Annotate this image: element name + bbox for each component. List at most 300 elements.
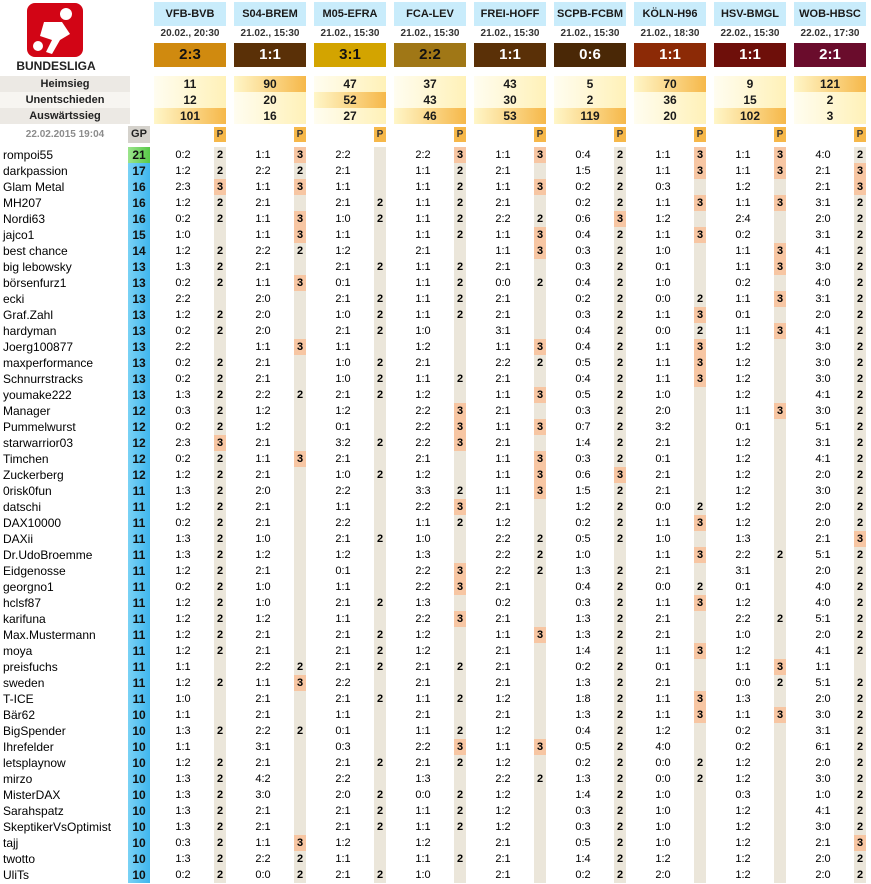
points-cell — [774, 339, 786, 355]
player-name[interactable]: Graf.Zahl — [0, 307, 128, 323]
tip-cell: 0:5 — [575, 741, 591, 753]
points-cell: 2 — [534, 355, 546, 371]
points-cell — [374, 419, 386, 435]
tip-cell: 0:1 — [335, 277, 351, 289]
points-cell — [454, 675, 466, 691]
points-cell: 2 — [214, 611, 226, 627]
points-cell: 2 — [614, 659, 626, 675]
tip-cell: 4:0 — [815, 597, 831, 609]
match-teams[interactable]: S04-BREM — [234, 2, 306, 26]
points-cell: 2 — [294, 243, 306, 259]
tip-cell: 2:1 — [255, 821, 271, 833]
points-cell: 3 — [614, 467, 626, 483]
points-header[interactable]: P — [294, 127, 306, 142]
table-row — [0, 291, 871, 307]
tip-cell: 1:3 — [175, 853, 191, 865]
table-row — [0, 659, 871, 675]
tip-cell: 2:1 — [335, 165, 351, 177]
points-cell: 2 — [854, 195, 866, 211]
points-cell: 2 — [214, 531, 226, 547]
tip-cell: 1:2 — [175, 245, 191, 257]
points-cell — [214, 739, 226, 755]
tip-cell: 1:2 — [175, 501, 191, 513]
table-row — [0, 451, 871, 467]
points-cell: 2 — [214, 499, 226, 515]
player-points-total: 10 — [128, 739, 150, 755]
points-cell — [694, 835, 706, 851]
player-name[interactable]: Timchen — [0, 451, 128, 467]
tip-cell: 2:1 — [255, 709, 271, 721]
player-name[interactable]: moya — [0, 643, 128, 659]
points-cell: 2 — [854, 467, 866, 483]
player-name[interactable]: T-ICE — [0, 691, 128, 707]
table-row — [0, 547, 871, 563]
player-name[interactable]: big lebowsky — [0, 259, 128, 275]
player-name[interactable]: Manager — [0, 403, 128, 419]
gp-header[interactable]: GP — [128, 126, 150, 143]
points-cell: 2 — [374, 643, 386, 659]
player-points-total: 10 — [128, 771, 150, 787]
points-cell — [694, 483, 706, 499]
player-name[interactable]: youmake222 — [0, 387, 128, 403]
player-name[interactable]: BigSpender — [0, 723, 128, 739]
player-name[interactable]: DAX10000 — [0, 515, 128, 531]
tip-cell: 1:1 — [495, 421, 511, 433]
points-cell: 3 — [294, 675, 306, 691]
tip-cell: 1:1 — [335, 581, 351, 593]
match-result: 2:1 — [794, 43, 866, 67]
points-cell — [774, 419, 786, 435]
player-points-total: 11 — [128, 547, 150, 563]
player-points-total: 10 — [128, 803, 150, 819]
tip-cell: 2:0 — [655, 869, 671, 881]
tip-cell: 1:0 — [335, 213, 351, 225]
tip-cell: 2:0 — [335, 789, 351, 801]
points-cell — [694, 419, 706, 435]
tip-cell: 2:1 — [655, 613, 671, 625]
points-header[interactable]: P — [694, 127, 706, 142]
tip-cell: 1:0 — [255, 581, 271, 593]
tip-cell: 2:1 — [495, 261, 511, 273]
tip-cell: 2:1 — [255, 197, 271, 209]
tip-cell: 4:1 — [815, 805, 831, 817]
match-teams[interactable]: FREI-HOFF — [474, 2, 546, 26]
match-teams[interactable]: FCA-LEV — [394, 2, 466, 26]
points-cell — [534, 259, 546, 275]
points-cell: 2 — [374, 211, 386, 227]
points-cell — [374, 611, 386, 627]
tip-cell: 1:3 — [175, 389, 191, 401]
tip-cell: 1:1 — [415, 805, 431, 817]
points-cell — [774, 691, 786, 707]
match-teams[interactable]: KÖLN-H96 — [634, 2, 706, 26]
table-row — [0, 323, 871, 339]
points-cell: 2 — [854, 675, 866, 691]
tip-cell: 2:1 — [815, 837, 831, 849]
match-teams[interactable]: WOB-HBSC — [794, 2, 866, 26]
stat-home: 5 — [554, 76, 626, 92]
player-points-total: 13 — [128, 291, 150, 307]
player-name[interactable]: best chance — [0, 243, 128, 259]
player-name[interactable]: Eidgenosse — [0, 563, 128, 579]
tip-cell: 2:2 — [255, 245, 271, 257]
points-cell: 2 — [854, 515, 866, 531]
tip-cell: 2:2 — [335, 485, 351, 497]
points-header[interactable]: P — [454, 127, 466, 142]
tip-cell: 0:3 — [575, 405, 591, 417]
tip-cell: 0:5 — [575, 389, 591, 401]
tip-cell: 2:1 — [815, 165, 831, 177]
tip-cell: 2:1 — [255, 261, 271, 273]
points-cell: 3 — [774, 707, 786, 723]
player-points-total: 10 — [128, 851, 150, 867]
tip-cell: 1:2 — [735, 501, 751, 513]
tip-cell: 1:2 — [735, 453, 751, 465]
points-cell: 2 — [454, 819, 466, 835]
player-name[interactable]: 0risk0fun — [0, 483, 128, 499]
tip-cell: 2:2 — [495, 357, 511, 369]
tip-cell: 0:2 — [175, 581, 191, 593]
tip-cell: 0:0 — [415, 789, 431, 801]
table-row — [0, 611, 871, 627]
points-cell — [774, 483, 786, 499]
player-name[interactable]: Max.Mustermann — [0, 627, 128, 643]
stat-away: 101 — [154, 108, 226, 124]
tip-cell: 2:1 — [335, 757, 351, 769]
points-cell: 2 — [214, 851, 226, 867]
points-cell — [774, 851, 786, 867]
stat-away: 20 — [634, 108, 706, 124]
points-cell: 2 — [854, 435, 866, 451]
points-cell — [294, 259, 306, 275]
points-cell — [374, 547, 386, 563]
points-cell: 3 — [534, 243, 546, 259]
player-name[interactable]: georgno1 — [0, 579, 128, 595]
tip-cell: 1:0 — [815, 789, 831, 801]
points-cell: 3 — [214, 179, 226, 195]
match-teams[interactable]: HSV-BMGL — [714, 2, 786, 26]
player-name[interactable]: Zuckerberg — [0, 467, 128, 483]
points-cell: 3 — [774, 291, 786, 307]
points-cell: 2 — [294, 659, 306, 675]
player-name[interactable]: darkpassion — [0, 163, 128, 179]
tip-cell: 1:1 — [655, 197, 671, 209]
player-points-total: 13 — [128, 307, 150, 323]
points-cell: 2 — [214, 307, 226, 323]
points-cell — [374, 771, 386, 787]
player-name[interactable]: DAXii — [0, 531, 128, 547]
points-cell — [694, 563, 706, 579]
points-header[interactable]: P — [534, 127, 546, 142]
player-name[interactable]: jajco1 — [0, 227, 128, 243]
points-cell — [454, 355, 466, 371]
player-name[interactable]: Schnurrstracks — [0, 371, 128, 387]
tip-cell: 2:2 — [495, 549, 511, 561]
player-points-total: 12 — [128, 419, 150, 435]
tip-cell: 2:2 — [495, 565, 511, 577]
tip-cell: 1:1 — [495, 181, 511, 193]
points-cell: 2 — [214, 867, 226, 883]
points-cell — [774, 755, 786, 771]
points-cell: 3 — [294, 339, 306, 355]
tip-cell: 0:3 — [335, 741, 351, 753]
tip-cell: 1:0 — [655, 277, 671, 289]
tip-cell: 1:1 — [335, 501, 351, 513]
points-cell: 2 — [694, 499, 706, 515]
tip-cell: 3:2 — [655, 421, 671, 433]
tip-cell: 2:1 — [495, 677, 511, 689]
tip-cell: 1:1 — [415, 213, 431, 225]
tip-cell: 1:1 — [415, 181, 431, 193]
table-row — [0, 851, 871, 867]
points-cell: 2 — [614, 723, 626, 739]
tip-cell: 3:0 — [815, 357, 831, 369]
player-name[interactable]: starwarrior03 — [0, 435, 128, 451]
tip-cell: 1:0 — [175, 229, 191, 241]
tip-cell: 0:2 — [575, 869, 591, 881]
points-cell: 2 — [374, 435, 386, 451]
points-cell: 3 — [534, 467, 546, 483]
tip-cell: 0:1 — [655, 661, 671, 673]
player-name[interactable]: Joerg100877 — [0, 339, 128, 355]
league-logo-text: BUNDESLIGA — [16, 59, 96, 73]
tip-cell: 1:1 — [735, 197, 751, 209]
points-cell: 3 — [454, 147, 466, 163]
points-cell — [534, 803, 546, 819]
table-row — [0, 499, 871, 515]
player-name[interactable]: rompoi55 — [0, 147, 128, 163]
points-cell — [294, 195, 306, 211]
player-name[interactable]: MisterDAX — [0, 787, 128, 803]
player-name[interactable]: karifuna — [0, 611, 128, 627]
points-cell: 2 — [694, 323, 706, 339]
points-cell: 2 — [614, 643, 626, 659]
tip-cell: 0:1 — [735, 309, 751, 321]
tip-cell: 2:0 — [815, 693, 831, 705]
tip-cell: 1:5 — [575, 165, 591, 177]
player-name[interactable]: ecki — [0, 291, 128, 307]
tip-cell: 1:1 — [335, 613, 351, 625]
points-cell — [214, 707, 226, 723]
player-name[interactable]: Sarahspatz — [0, 803, 128, 819]
points-cell — [374, 179, 386, 195]
tip-cell: 2:0 — [815, 869, 831, 881]
table-row — [0, 739, 871, 755]
tip-cell: 1:1 — [655, 165, 671, 177]
player-name[interactable]: letsplaynow — [0, 755, 128, 771]
points-cell: 3 — [454, 611, 466, 627]
points-cell — [774, 307, 786, 323]
player-name[interactable]: preisfuchs — [0, 659, 128, 675]
points-cell: 2 — [454, 211, 466, 227]
points-cell: 2 — [454, 195, 466, 211]
points-cell: 2 — [214, 163, 226, 179]
player-name[interactable]: Pummelwurst — [0, 419, 128, 435]
tip-cell: 0:3 — [175, 405, 191, 417]
points-cell — [534, 659, 546, 675]
points-cell — [454, 243, 466, 259]
player-name[interactable]: Bär62 — [0, 707, 128, 723]
points-header[interactable]: P — [374, 127, 386, 142]
tip-cell: 2:1 — [335, 293, 351, 305]
player-name[interactable]: Glam Metal — [0, 179, 128, 195]
tip-cell: 1:1 — [415, 821, 431, 833]
points-cell — [454, 627, 466, 643]
points-cell — [294, 435, 306, 451]
tip-cell: 2:2 — [415, 421, 431, 433]
points-cell: 2 — [614, 195, 626, 211]
points-cell — [774, 739, 786, 755]
tip-cell: 2:1 — [415, 709, 431, 721]
points-cell: 3 — [294, 227, 306, 243]
tip-cell: 2:1 — [335, 693, 351, 705]
tip-cell: 0:2 — [735, 741, 751, 753]
tip-cell: 3:1 — [735, 565, 751, 577]
points-cell — [534, 163, 546, 179]
tip-cell: 0:4 — [575, 325, 591, 337]
stat-label-away: Auswärtssieg — [0, 108, 130, 124]
points-cell: 2 — [854, 803, 866, 819]
table-row — [0, 771, 871, 787]
points-cell — [774, 627, 786, 643]
points-cell — [774, 803, 786, 819]
tip-cell: 1:1 — [815, 661, 831, 673]
tip-cell: 0:2 — [575, 181, 591, 193]
player-name[interactable]: maxperformance — [0, 355, 128, 371]
match-result: 2:3 — [154, 43, 226, 67]
points-cell: 2 — [454, 291, 466, 307]
points-cell — [374, 227, 386, 243]
tip-cell: 0:2 — [735, 229, 751, 241]
player-name[interactable]: Ihrefelder — [0, 739, 128, 755]
points-cell: 2 — [614, 531, 626, 547]
tip-cell: 2:1 — [335, 645, 351, 657]
match-teams[interactable]: M05-EFRA — [314, 2, 386, 26]
player-name[interactable]: twotto — [0, 851, 128, 867]
tip-cell: 2:1 — [255, 805, 271, 817]
player-points-total: 13 — [128, 355, 150, 371]
tip-cell: 2:1 — [655, 629, 671, 641]
points-cell — [614, 547, 626, 563]
tip-cell: 2:2 — [255, 725, 271, 737]
tip-cell: 1:2 — [415, 645, 431, 657]
points-cell — [694, 851, 706, 867]
player-points-total: 11 — [128, 675, 150, 691]
tip-cell: 1:2 — [735, 181, 751, 193]
tip-cell: 1:1 — [415, 853, 431, 865]
points-cell — [294, 627, 306, 643]
tip-cell: 1:2 — [175, 165, 191, 177]
points-cell: 2 — [614, 227, 626, 243]
points-cell: 2 — [614, 835, 626, 851]
player-points-total: 12 — [128, 467, 150, 483]
player-name[interactable]: Nordi63 — [0, 211, 128, 227]
player-name[interactable]: mirzo — [0, 771, 128, 787]
match-teams[interactable]: VFB-BVB — [154, 2, 226, 26]
points-header[interactable]: P — [614, 127, 626, 142]
table-row — [0, 723, 871, 739]
tip-cell: 1:3 — [575, 773, 591, 785]
tip-cell: 1:2 — [655, 213, 671, 225]
stat-home: 9 — [714, 76, 786, 92]
tip-cell: 1:1 — [255, 277, 271, 289]
points-cell: 2 — [854, 611, 866, 627]
points-cell: 2 — [454, 787, 466, 803]
points-cell — [694, 819, 706, 835]
player-name[interactable]: datschi — [0, 499, 128, 515]
points-cell — [374, 675, 386, 691]
points-header[interactable]: P — [774, 127, 786, 142]
player-name[interactable]: UliTs — [0, 867, 128, 883]
points-cell: 2 — [454, 515, 466, 531]
tip-cell: 1:1 — [175, 741, 191, 753]
match-kickoff: 21.02., 15:30 — [560, 28, 620, 39]
points-header[interactable]: P — [854, 127, 866, 142]
tip-cell: 1:3 — [575, 677, 591, 689]
tip-cell: 1:1 — [655, 229, 671, 241]
player-name[interactable]: MH207 — [0, 195, 128, 211]
points-cell: 2 — [614, 803, 626, 819]
tip-cell: 1:0 — [255, 533, 271, 545]
points-cell: 2 — [854, 403, 866, 419]
match-teams[interactable]: SCPB-FCBM — [554, 2, 626, 26]
tip-cell: 3:0 — [815, 709, 831, 721]
tip-cell: 1:0 — [655, 837, 671, 849]
player-name[interactable]: SkeptikerVsOptimist — [0, 819, 128, 835]
tip-cell: 6:1 — [815, 741, 831, 753]
points-cell: 3 — [694, 307, 706, 323]
points-cell: 2 — [854, 243, 866, 259]
tip-cell: 0:3 — [575, 821, 591, 833]
points-cell — [374, 483, 386, 499]
player-name[interactable]: sweden — [0, 675, 128, 691]
points-cell — [374, 163, 386, 179]
player-name[interactable]: tajj — [0, 835, 128, 851]
tip-cell: 1:4 — [575, 789, 591, 801]
tip-cell: 1:1 — [735, 661, 751, 673]
tip-cell: 1:2 — [735, 389, 751, 401]
points-cell — [294, 499, 306, 515]
tip-cell: 0:1 — [655, 453, 671, 465]
points-cell: 2 — [374, 867, 386, 883]
points-header[interactable]: P — [214, 127, 226, 142]
tip-cell: 2:1 — [815, 533, 831, 545]
points-cell — [294, 803, 306, 819]
tip-cell: 2:1 — [335, 661, 351, 673]
tip-cell: 1:3 — [575, 565, 591, 577]
table-row — [0, 259, 871, 275]
tip-cell: 2:1 — [495, 309, 511, 321]
player-name[interactable]: börsenfurz1 — [0, 275, 128, 291]
tip-cell: 1:1 — [655, 597, 671, 609]
points-cell — [294, 355, 306, 371]
points-cell: 2 — [454, 803, 466, 819]
points-cell: 2 — [454, 371, 466, 387]
tip-cell: 1:2 — [175, 597, 191, 609]
player-name[interactable]: hclsf87 — [0, 595, 128, 611]
tip-cell: 2:1 — [335, 325, 351, 337]
points-cell: 2 — [614, 355, 626, 371]
points-cell: 2 — [614, 403, 626, 419]
tip-cell: 1:1 — [495, 453, 511, 465]
points-cell — [294, 403, 306, 419]
player-name[interactable]: Dr.UdoBroemme — [0, 547, 128, 563]
match-kickoff: 21.02., 18:30 — [640, 28, 700, 39]
points-cell — [534, 691, 546, 707]
tip-cell: 0:0 — [655, 773, 671, 785]
tip-cell: 2:2 — [495, 533, 511, 545]
player-name[interactable]: hardyman — [0, 323, 128, 339]
